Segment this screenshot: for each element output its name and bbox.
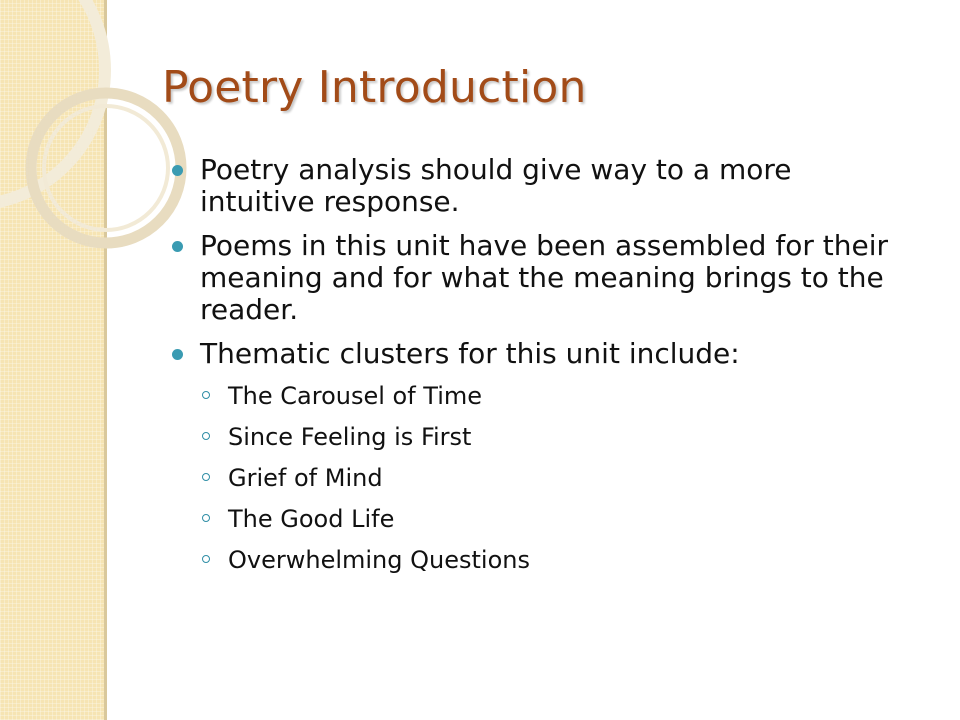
thematic-clusters-list — [172, 382, 912, 574]
sub-bullet-ring-icon — [202, 432, 210, 440]
sub-bullet-ring-icon — [202, 391, 210, 399]
bullet-item — [172, 338, 912, 370]
sub-bullet-ring-icon — [202, 514, 210, 522]
sub-bullet-item — [172, 382, 912, 410]
decorative-ring-outer — [0, 0, 105, 205]
bullet-text: Thematic clusters for this unit include: — [200, 337, 740, 370]
decorative-ring-mid — [31, 93, 181, 243]
sub-bullet-text: Grief of Mind — [228, 464, 383, 492]
sub-bullet-text: Overwhelming Questions — [228, 546, 530, 574]
bullet-dot-icon — [172, 349, 183, 360]
bullet-dot-icon — [172, 165, 183, 176]
sub-bullet-text: The Good Life — [228, 505, 395, 533]
sub-bullet-item — [172, 423, 912, 451]
sub-bullet-ring-icon — [202, 555, 210, 563]
sub-bullet-item — [172, 505, 912, 533]
sub-bullet-item — [172, 546, 912, 574]
bullet-item — [172, 154, 912, 218]
sub-bullet-ring-icon — [202, 473, 210, 481]
bullet-item — [172, 230, 912, 326]
bullet-text: Poems in this unit have been assembled for their meaning and for what the meaning brings to the reader. — [200, 229, 888, 326]
bullet-dot-icon — [172, 241, 183, 252]
bullet-text: Poetry analysis should give way to a more intuitive response. — [200, 153, 792, 218]
sub-bullet-text: Since Feeling is First — [228, 423, 472, 451]
slide-body — [172, 154, 912, 587]
slide-title: Poetry Introduction — [162, 62, 587, 113]
sub-bullet-item — [172, 464, 912, 492]
sub-bullet-text: The Carousel of Time — [228, 382, 483, 410]
